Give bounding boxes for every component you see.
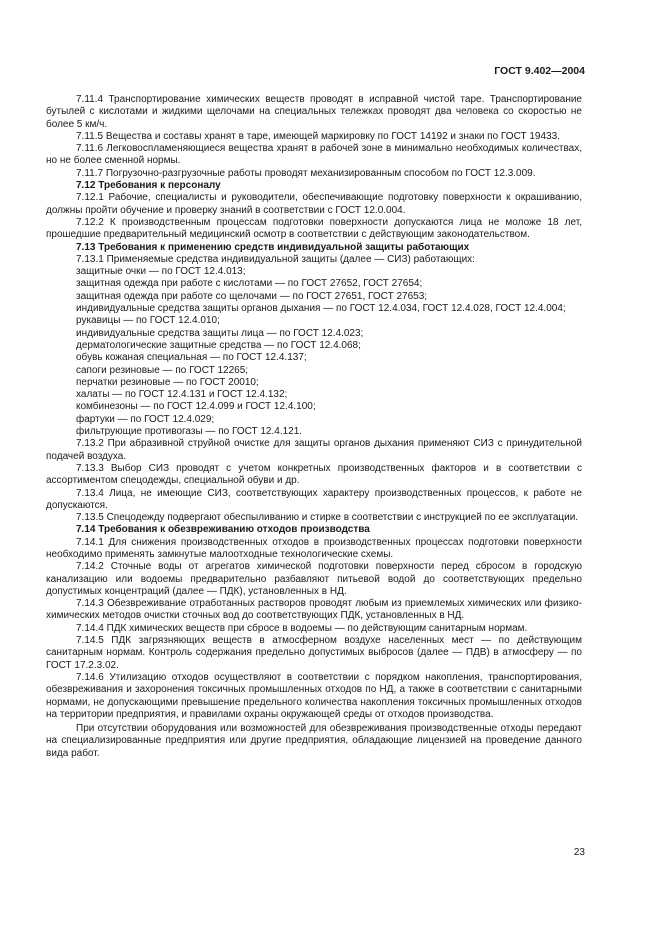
siz-list-item: сапоги резиновые — по ГОСТ 12265; <box>76 364 249 376</box>
siz-list-item: индивидуальные средства защиты лица — по ГОСТ 12.4.023; <box>76 327 364 339</box>
paragraph-7-14-6: 7.14.6 Утилизацию отходов осуществляют в соответствии с порядком накопления, транспортирования, обезвреживания и захоронения токсичных промышленных отходов по НД, а также в соответствии с санитарными нормами, не допускающими превышение предельного количества накопления токсичных промышленных отходов на территории предприятия, и правилами охраны окружающей среды от отходов производства. <box>46 671 582 720</box>
section-heading-7-12: 7.12 Требования к персоналу <box>76 180 221 192</box>
standard-code-header: ГОСТ 9.402—2004 <box>494 65 585 77</box>
paragraph-7-11-6: 7.11.6 Легковоспламеняющиеся вещества хранят в рабочей зоне в минимально необходимых количествах, но не более сменной нормы. <box>46 143 582 167</box>
siz-list-item: защитная одежда при работе со щелочами — по ГОСТ 27651, ГОСТ 27653; <box>76 290 428 302</box>
siz-list-item: фильтрующие противогазы — по ГОСТ 12.4.121. <box>76 426 303 438</box>
section-heading-7-13: 7.13 Требования к применению средств индивидуальной защиты работающих <box>76 241 470 253</box>
paragraph-7-14-5: 7.14.5 ПДК загрязняющих веществ в атмосферном воздухе населенных мест — по действующим санитарным нормам. Контроль содержания предельно допустимых выбросов (далее — ПДВ) в атмосферу — по ГОСТ 17.2.3.02. <box>46 635 582 671</box>
paragraph-7-13-3: 7.13.3 Выбор СИЗ проводят с учетом конкретных производственных факторов и в соответствии с ассортиментом спецодежды, специальной обуви и др. <box>46 462 582 487</box>
paragraph-7-14-4: 7.14.4 ПДК химических веществ при сбросе в водоемы — по действующим санитарным нормам. <box>76 622 528 634</box>
siz-list-item: защитные очки — по ГОСТ 12.4.013; <box>76 266 246 278</box>
siz-list-item: индивидуальные средства защиты органов дыхания — по ГОСТ 12.4.034, ГОСТ 12.4.028, ГОСТ 12.4.004; <box>76 303 566 315</box>
siz-list-item: фартуки — по ГОСТ 12.4.029; <box>76 413 215 425</box>
paragraph-7-13-5: 7.13.5 Спецодежду подвергают обеспыливанию и стирке в соответствии с инструкцией по ее эксплуатации. <box>76 512 579 524</box>
page-number: 23 <box>573 847 585 858</box>
paragraph-7-13-2: 7.13.2 При абразивной струйной очистке для защиты органов дыхания применяют СИЗ с принудительной подачей воздуха. <box>46 438 582 462</box>
siz-list-item: защитная одежда при работе с кислотами — по ГОСТ 27652, ГОСТ 27654; <box>76 278 423 290</box>
siz-list-item: рукавицы — по ГОСТ 12.4.010; <box>76 315 220 327</box>
paragraph-7-11-4: 7.11.4 Транспортирование химических веществ проводят в исправной чистой таре. Транспортирование бутылей с кислотами и жидкими щелочами на специальных тележках проводят два человека со скоростью не более 5 км/ч. <box>46 94 582 130</box>
siz-list-item: комбинезоны — по ГОСТ 12.4.099 и ГОСТ 12.4.100; <box>76 401 316 413</box>
section-heading-7-14: 7.14 Требования к обезвреживанию отходов производства <box>76 524 370 536</box>
paragraph-7-13-4: 7.13.4 Лица, не имеющие СИЗ, соответствующих характеру производственных процессов, к работе не допускаются. <box>46 487 582 511</box>
paragraph-7-11-5: 7.11.5 Вещества и составы хранят в таре, имеющей маркировку по ГОСТ 14192 и знаки по ГОСТ 19433. <box>76 130 560 142</box>
paragraph-final: При отсутствии оборудования или возможностей для обезвреживания производственные отходы передают на специализированные предприятия или другие предприятия, обладающие лицензией на проведение данного вида работ. <box>46 723 582 759</box>
document-body <box>46 94 582 760</box>
paragraph-7-14-2: 7.14.2 Сточные воды от агрегатов химической подготовки поверхности перед сбросом в городскую канализацию или водоемы предварительно разбавляют питьевой водой до соответствующих предельно допустимых концентраций (далее — ПДК), установленных в НД. <box>46 561 582 597</box>
paragraph-7-14-1: 7.14.1 Для снижения производственных отходов в производственных процессах подготовки поверхности необходимо применять замкнутые малоотходные технологические схемы. <box>46 536 582 560</box>
paragraph-7-11-7: 7.11.7 Погрузочно-разгрузочные работы проводят механизированным способом по ГОСТ 12.3.009. <box>76 167 536 179</box>
paragraph-7-13-1: 7.13.1 Применяемые средства индивидуальной защиты (далее — СИЗ) работающих: <box>76 253 475 265</box>
paragraph-7-12-2: 7.12.2 К производственным процессам подготовки поверхности допускаются лица не моложе 18 лет, прошедшие предварительный медицинский осмотр в соответствии с действующим законодательством. <box>46 216 582 241</box>
siz-list-item: халаты — по ГОСТ 12.4.131 и ГОСТ 12.4.132; <box>76 389 288 401</box>
paragraph-7-12-1: 7.12.1 Рабочие, специалисты и руководители, обеспечивающие подготовку поверхности к окрашиванию, должны пройти обучение и проверку знаний в соответствии с ГОСТ 12.0.004. <box>46 192 582 216</box>
paragraph-7-14-3: 7.14.3 Обезвреживание отработанных растворов проводят любым из приемлемых химических или физико-химических методов очистки сточных вод до соответствующих ПДК, установленных в НД. <box>46 598 582 622</box>
siz-list-item: обувь кожаная специальная — по ГОСТ 12.4.137; <box>76 352 307 364</box>
siz-list-item: перчатки резиновые — по ГОСТ 20010; <box>76 376 259 388</box>
siz-list-item: дерматологические защитные средства — по ГОСТ 12.4.068; <box>76 339 361 351</box>
